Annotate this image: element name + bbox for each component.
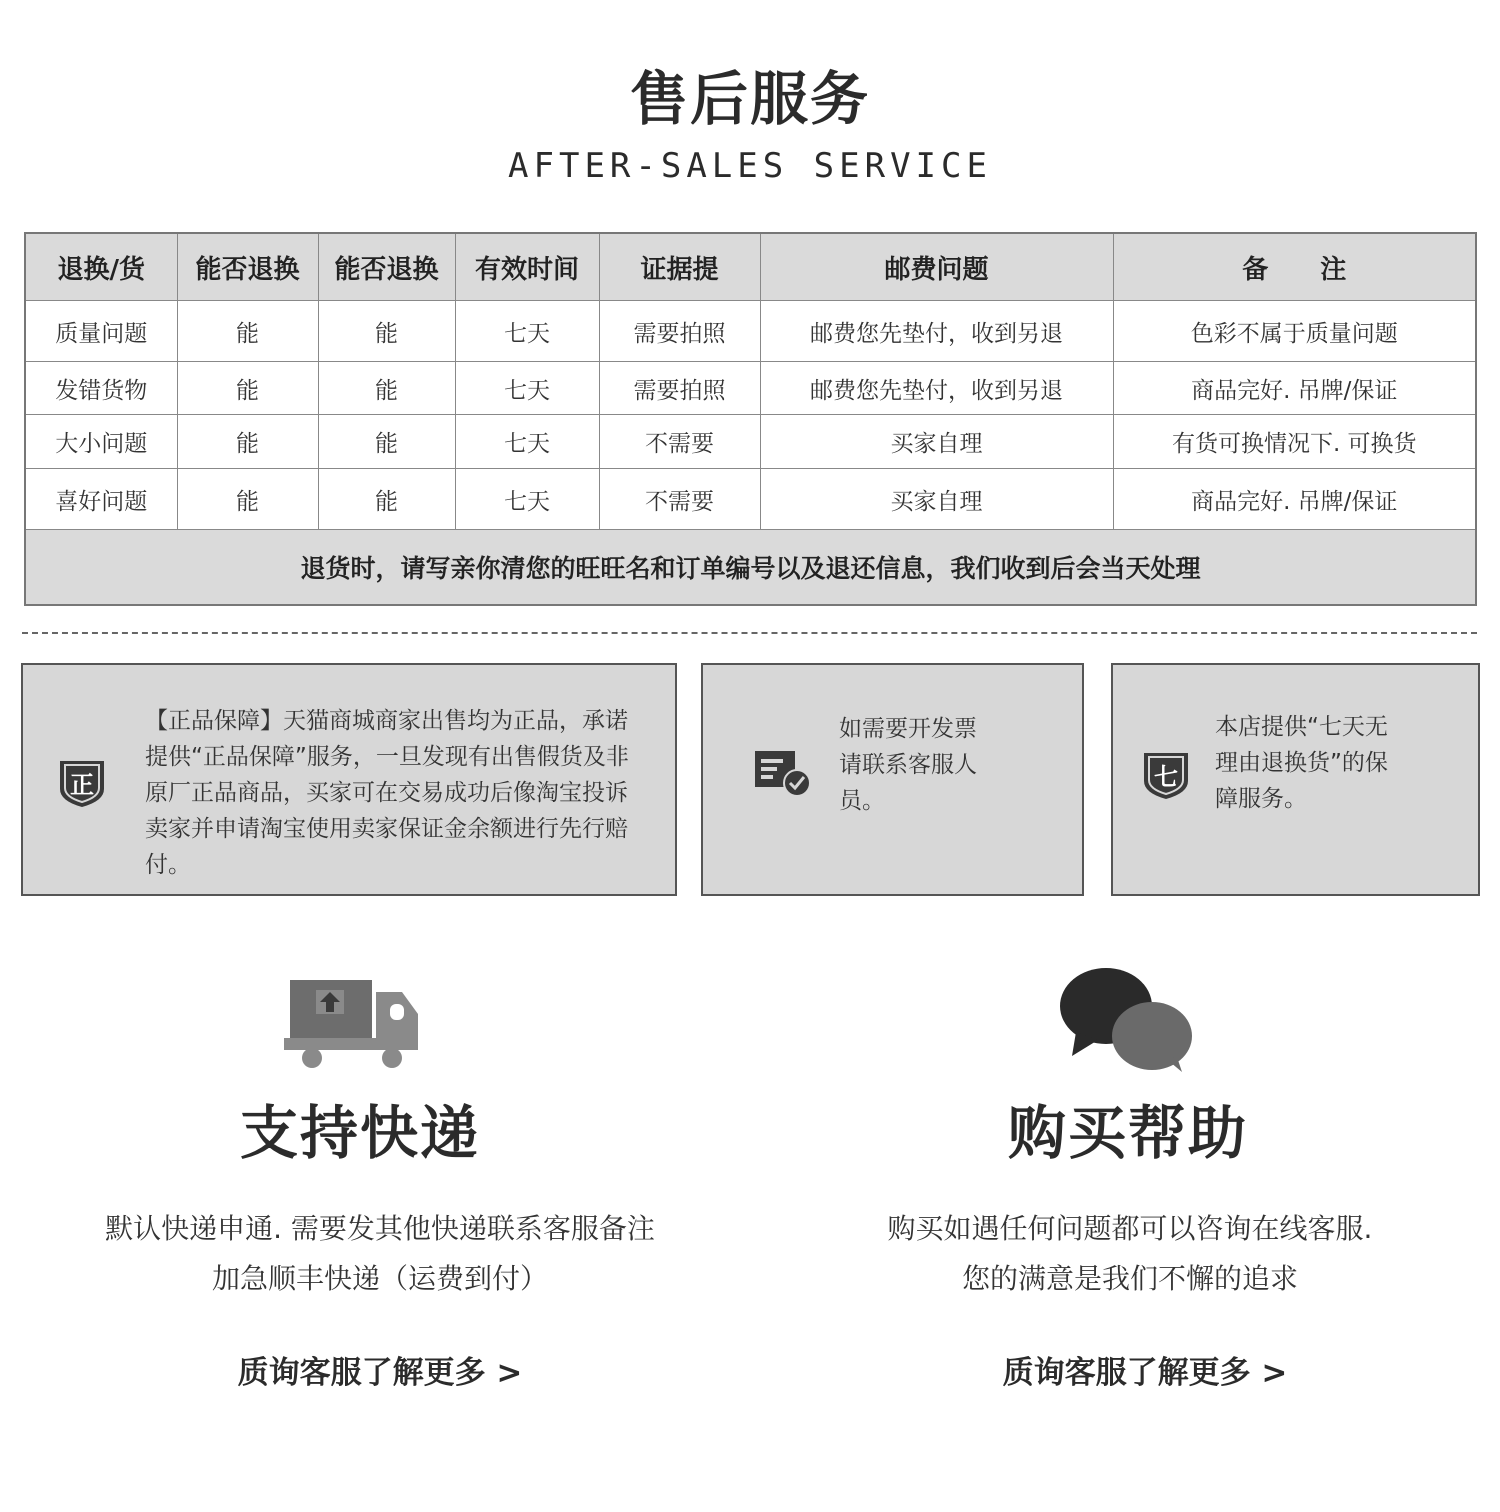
card-text-line: 【正品保障】天猫商城商家出售均为正品，承诺 (145, 708, 628, 734)
svg-text:七: 七 (1154, 763, 1178, 791)
table-cell: 大小问题 (25, 415, 177, 469)
desc-line: 购买如遇任何问题都可以咨询在线客服. (887, 1212, 1373, 1245)
delivery-truck-icon (284, 976, 424, 1080)
chat-bubbles-icon (1058, 964, 1198, 1078)
desc-line: 默认快递申通. 需要发其他快递联系客服备注 (105, 1212, 655, 1245)
table-cell: 能 (318, 469, 455, 530)
table-cell: 不需要 (599, 415, 760, 469)
table-cell: 七天 (455, 415, 599, 469)
card-text-line: 原厂正品商品，买家可在交易成功后像淘宝投诉 (145, 780, 628, 806)
after-sales-table (24, 232, 1477, 606)
invoice-check-icon (753, 747, 815, 803)
table-cell: 色彩不属于质量问题 (1113, 301, 1476, 362)
help-title: 购买帮助 (1007, 1099, 1248, 1167)
header-cell: 备 注 (1113, 233, 1476, 301)
page-title: 售后服务 (629, 65, 870, 133)
table-cell: 有货可换情况下. 可换货 (1113, 415, 1476, 469)
express-description (30, 1204, 730, 1304)
header-cell: 退换/货 (25, 233, 177, 301)
table-cell: 商品完好. 吊牌/保证 (1113, 362, 1476, 415)
table-cell: 能 (177, 301, 318, 362)
page-subtitle: AFTER-SALES SERVICE (508, 146, 992, 186)
table-row (25, 362, 1476, 415)
table-cell: 七天 (455, 362, 599, 415)
dashed-divider (22, 632, 1477, 634)
table-cell: 质量问题 (25, 301, 177, 362)
header-cell: 能否退换 (177, 233, 318, 301)
invoice-card (701, 663, 1084, 896)
svg-text:正: 正 (70, 771, 94, 799)
header-cell: 能否退换 (318, 233, 455, 301)
card-text-line: 如需要开发票 (839, 716, 977, 742)
card-text-line: 员。 (839, 788, 885, 814)
express-title: 支持快递 (239, 1099, 480, 1167)
table-cell: 能 (177, 362, 318, 415)
header-cell: 证据提 (599, 233, 760, 301)
card-text-line: 卖家并申请淘宝使用卖家保证金余额进行先行赔 (145, 816, 628, 842)
return-note: 退货时，请写亲你清您的旺旺名和订单编号以及退还信息，我们收到后会当天处理 (25, 530, 1476, 606)
card-text-line: 本店提供“七天无 (1215, 714, 1388, 740)
help-learn-more-link[interactable]: 质询客服了解更多 > (1002, 1355, 1288, 1391)
table-cell: 买家自理 (760, 415, 1113, 469)
table-cell: 七天 (455, 469, 599, 530)
table-cell: 商品完好. 吊牌/保证 (1113, 469, 1476, 530)
header-cell: 邮费问题 (760, 233, 1113, 301)
table-row (25, 469, 1476, 530)
table-footer-row (25, 530, 1476, 606)
table-cell: 邮费您先垫付，收到另退 (760, 362, 1113, 415)
table-cell: 买家自理 (760, 469, 1113, 530)
table-cell: 需要拍照 (599, 362, 760, 415)
table-cell: 能 (318, 362, 455, 415)
table-row (25, 415, 1476, 469)
card-text-line: 障服务。 (1215, 786, 1307, 812)
table-cell: 不需要 (599, 469, 760, 530)
card-text-line: 理由退换货”的保 (1215, 750, 1388, 776)
card-text-line: 请联系客服人 (839, 752, 977, 778)
table-cell: 能 (177, 415, 318, 469)
table-cell: 需要拍照 (599, 301, 760, 362)
table-cell: 能 (318, 415, 455, 469)
card-text-line: 提供“正品保障”服务，一旦发现有出售假货及非 (145, 744, 629, 770)
table-cell: 七天 (455, 301, 599, 362)
table-row (25, 301, 1476, 362)
shield-zheng-icon (57, 757, 107, 813)
header-cell: 有效时间 (455, 233, 599, 301)
help-description (790, 1204, 1470, 1304)
table-cell: 邮费您先垫付，收到另退 (760, 301, 1113, 362)
card-text-line: 付。 (145, 852, 191, 878)
shield-seven-icon (1141, 749, 1191, 805)
table-cell: 喜好问题 (25, 469, 177, 530)
express-learn-more-link[interactable]: 质询客服了解更多 > (237, 1355, 523, 1391)
table-header-row (25, 233, 1476, 301)
authentic-guarantee-card (21, 663, 677, 896)
desc-line: 加急顺丰快递（运费到付） (211, 1262, 548, 1295)
desc-line: 您的满意是我们不懈的追求 (961, 1262, 1298, 1295)
table-cell: 能 (318, 301, 455, 362)
table-cell: 能 (177, 469, 318, 530)
table-cell: 发错货物 (25, 362, 177, 415)
seven-day-return-card (1111, 663, 1480, 896)
